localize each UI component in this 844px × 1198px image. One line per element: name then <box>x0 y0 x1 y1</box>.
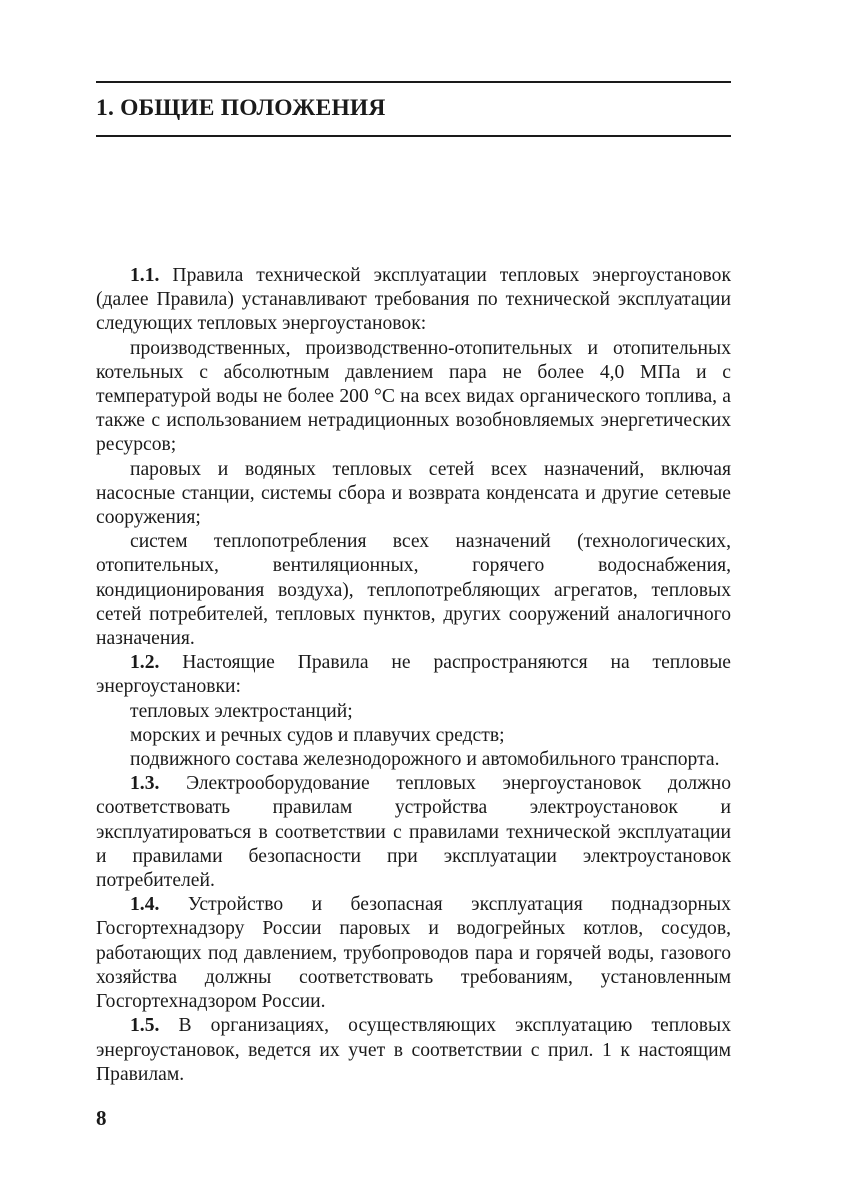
body-text <box>96 264 731 1087</box>
paragraph-text: В организациях, осуществляющих эксплуатацию тепловых энергоустановок, ведется их учет в соответствии с прил. 1 к настоящим Правилам. <box>96 1015 731 1085</box>
list-item-consumption-systems <box>96 530 731 651</box>
list-item-rolling-stock <box>96 748 731 772</box>
paragraph-1-2 <box>96 651 731 699</box>
page-number: 8 <box>96 1106 107 1130</box>
paragraph-number: 1.1. <box>130 265 160 286</box>
paragraph-text: производственных, производственно-отопительных и отопительных котельных с абсолютным давлением пара не более 4,0 МПа и с температурой воды не более 200 °С на всех видах органического топлива, а также с использованием нетрадиционных возобновляемых энергетических ресурсов; <box>96 337 731 456</box>
paragraph-text: паровых и водяных тепловых сетей всех назначений, включая насосные станции, системы сбора и возврата конденсата и другие сетевые сооружения; <box>96 458 731 529</box>
paragraph-number: 1.4. <box>130 894 160 916</box>
header-rule-top <box>96 81 731 83</box>
list-item-networks <box>96 458 731 531</box>
paragraph-1-3 <box>96 772 731 893</box>
header-rule-bottom <box>96 135 731 137</box>
chapter-title: 1. ОБЩИЕ ПОЛОЖЕНИЯ <box>96 95 386 121</box>
paragraph-1-5 <box>96 1014 731 1087</box>
list-item-boilers <box>96 337 731 458</box>
list-item-power-stations <box>96 700 731 724</box>
paragraph-1-1 <box>96 264 731 337</box>
paragraph-text: Устройство и безопасная эксплуатация поднадзорных Госгортехнадзору России паровых и водогрейных котлов, сосудов, работающих под давлением, трубопроводов пара и горячей воды, газового хозяйства должны соответствовать требованиям, установленным Госгортехнадзором России. <box>96 894 731 1013</box>
paragraph-text: Правила технической эксплуатации тепловых энергоустановок (далее Правила) устанавливают требования по технической эксплуатации следующих тепловых энергоустановок: <box>96 265 731 335</box>
paragraph-text: подвижного состава железнодорожного и автомобильного транспорта. <box>130 749 720 771</box>
paragraph-text: Настоящие Правила не распространяются на тепловые энергоустановки: <box>96 652 731 698</box>
paragraph-text: тепловых электростанций; <box>130 700 353 722</box>
paragraph-text: Электрооборудование тепловых энергоустановок должно соответствовать правилам устройства электроустановок и эксплуатироваться в соответствии с правилами технической эксплуатации и правилами безопасности при эксплуатации электроустановок потребителей. <box>96 773 731 892</box>
paragraph-1-4 <box>96 893 731 1014</box>
paragraph-number: 1.5. <box>130 1015 160 1037</box>
paragraph-text: систем теплопотребления всех назначений (технологических, отопительных, вентиляционных, горячего водоснабжения, кондиционирования воздуха), теплопотребляющих агрегатов, тепловых сетей потребителей, тепловых пунктов, других сооружений аналогичного назначения. <box>96 531 731 650</box>
paragraph-number: 1.2. <box>130 652 160 674</box>
paragraph-text: морских и речных судов и плавучих средств; <box>130 724 505 746</box>
paragraph-number: 1.3. <box>130 773 160 795</box>
list-item-ships <box>96 724 731 748</box>
